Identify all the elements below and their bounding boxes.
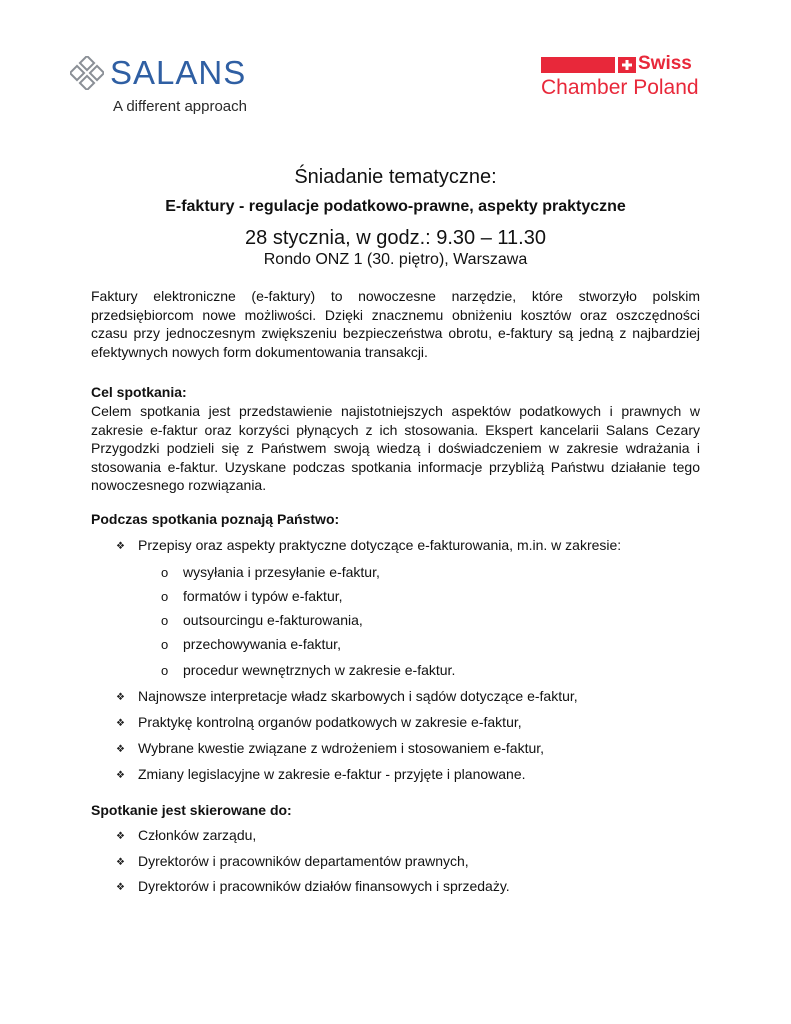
- goal-paragraph: Celem spotkania jest przedstawienie najistotniejszych aspektów podatkowych i prawnych w zakresie e-faktur oraz korzyści płynących z ich stosowania. Ekspert kancelarii Salans Cezary Przygodzki podzieli się z Państwem swoją wiedzą i doświadczeniem w zakresie wdrażania i stosowania e-faktur. Uzyskane podczas spotkania informacje przybliżą Państwu działanie tego nowoczesnego rozwiązania.: [91, 403, 700, 493]
- list-item: [116, 688, 578, 704]
- sub-list-item-text: wysyłania i przesyłanie e-faktur,: [183, 564, 380, 580]
- list-item-text: Najnowsze interpretacje władz skarbowych i sądów dotyczące e-faktur,: [138, 688, 578, 704]
- sub-list-item-text: formatów i typów e-faktur,: [183, 588, 343, 604]
- circle-bullet-icon: o: [161, 613, 169, 628]
- event-place: Rondo ONZ 1 (30. piętro), Warszawa: [263, 251, 528, 268]
- intro-paragraph: Faktury elektroniczne (e-faktury) to nowoczesne narzędzie, które stworzyło polskim przedsiębiorcom nowe możliwości. Dzięki znacznemu obniżeniu kosztów oraz oszczędności czasu przy jednoczesnym zwiększeniu bezpieczeństwa obrotu, e-faktury są jedną z najbardziej efektywnych nowych form dokumentowania transakcji.: [91, 288, 700, 360]
- sub-list-item: [161, 564, 380, 580]
- sub-list-item: [161, 636, 341, 652]
- list-item-text: Praktykę kontrolną organów podatkowych w zakresie e-faktur,: [138, 714, 522, 730]
- diamond-bullet-icon: ❖: [116, 692, 125, 703]
- sub-list-item-text: outsourcingu e-fakturowania,: [183, 612, 363, 628]
- circle-bullet-icon: o: [161, 637, 169, 652]
- list-item: [116, 740, 544, 756]
- swiss-logo-word: Swiss: [638, 53, 692, 74]
- swiss-cross-icon: [618, 57, 636, 73]
- salans-logo-name: SALANS: [110, 54, 247, 91]
- topics-heading: Podczas spotkania poznają Państwo:: [91, 511, 340, 527]
- sub-list-item: [161, 588, 343, 604]
- diamond-bullet-icon: ❖: [116, 882, 125, 893]
- circle-bullet-icon: o: [161, 589, 169, 604]
- diamond-bullet-icon: ❖: [116, 770, 125, 781]
- swiss-logo-chamber: Chamber Poland: [541, 76, 699, 99]
- event-subtitle: E-faktury - regulacje podatkowo-prawne, aspekty praktyczne: [165, 198, 626, 215]
- list-item: [116, 827, 256, 843]
- salans-logo-mark-icon: [70, 56, 104, 90]
- list-item-text: Wybrane kwestie związane z wdrożeniem i stosowaniem e-faktur,: [138, 740, 545, 756]
- sub-list-item: [161, 662, 455, 678]
- sub-list-item: [161, 612, 363, 628]
- diamond-bullet-icon: ❖: [116, 831, 125, 842]
- circle-bullet-icon: o: [161, 565, 169, 580]
- diamond-bullet-icon: ❖: [116, 744, 125, 755]
- list-item: [116, 853, 469, 869]
- diamond-bullet-icon: ❖: [116, 718, 125, 729]
- salans-logo-tagline: A different approach: [113, 98, 247, 115]
- list-item: [116, 537, 621, 553]
- circle-bullet-icon: o: [161, 663, 169, 678]
- list-item: [116, 714, 522, 730]
- list-item: [116, 766, 526, 782]
- list-item: [116, 878, 510, 894]
- sub-list-item-text: procedur wewnętrznych w zakresie e-faktur.: [183, 662, 456, 678]
- audience-heading: Spotkanie jest skierowane do:: [91, 802, 292, 818]
- goal-heading: Cel spotkania:: [91, 384, 187, 400]
- list-item-text: Członków zarządu,: [138, 827, 257, 843]
- list-item-text: Zmiany legislacyjne w zakresie e-faktur - przyjęte i planowane.: [138, 766, 526, 782]
- sub-list-item-text: przechowywania e-faktur,: [183, 636, 341, 652]
- list-item-text: Dyrektorów i pracowników działów finansowych i sprzedaży.: [138, 878, 510, 894]
- swiss-logo-bar: [541, 57, 615, 73]
- list-item-text: Dyrektorów i pracowników departamentów prawnych,: [138, 853, 469, 869]
- diamond-bullet-icon: ❖: [116, 541, 125, 552]
- diamond-bullet-icon: ❖: [116, 857, 125, 868]
- list-item-text: Przepisy oraz aspekty praktyczne dotyczące e-fakturowania, m.in. w zakresie:: [138, 537, 622, 553]
- event-date: 28 stycznia, w godz.: 9.30 – 11.30: [245, 227, 546, 249]
- event-title: Śniadanie tematyczne:: [294, 166, 497, 188]
